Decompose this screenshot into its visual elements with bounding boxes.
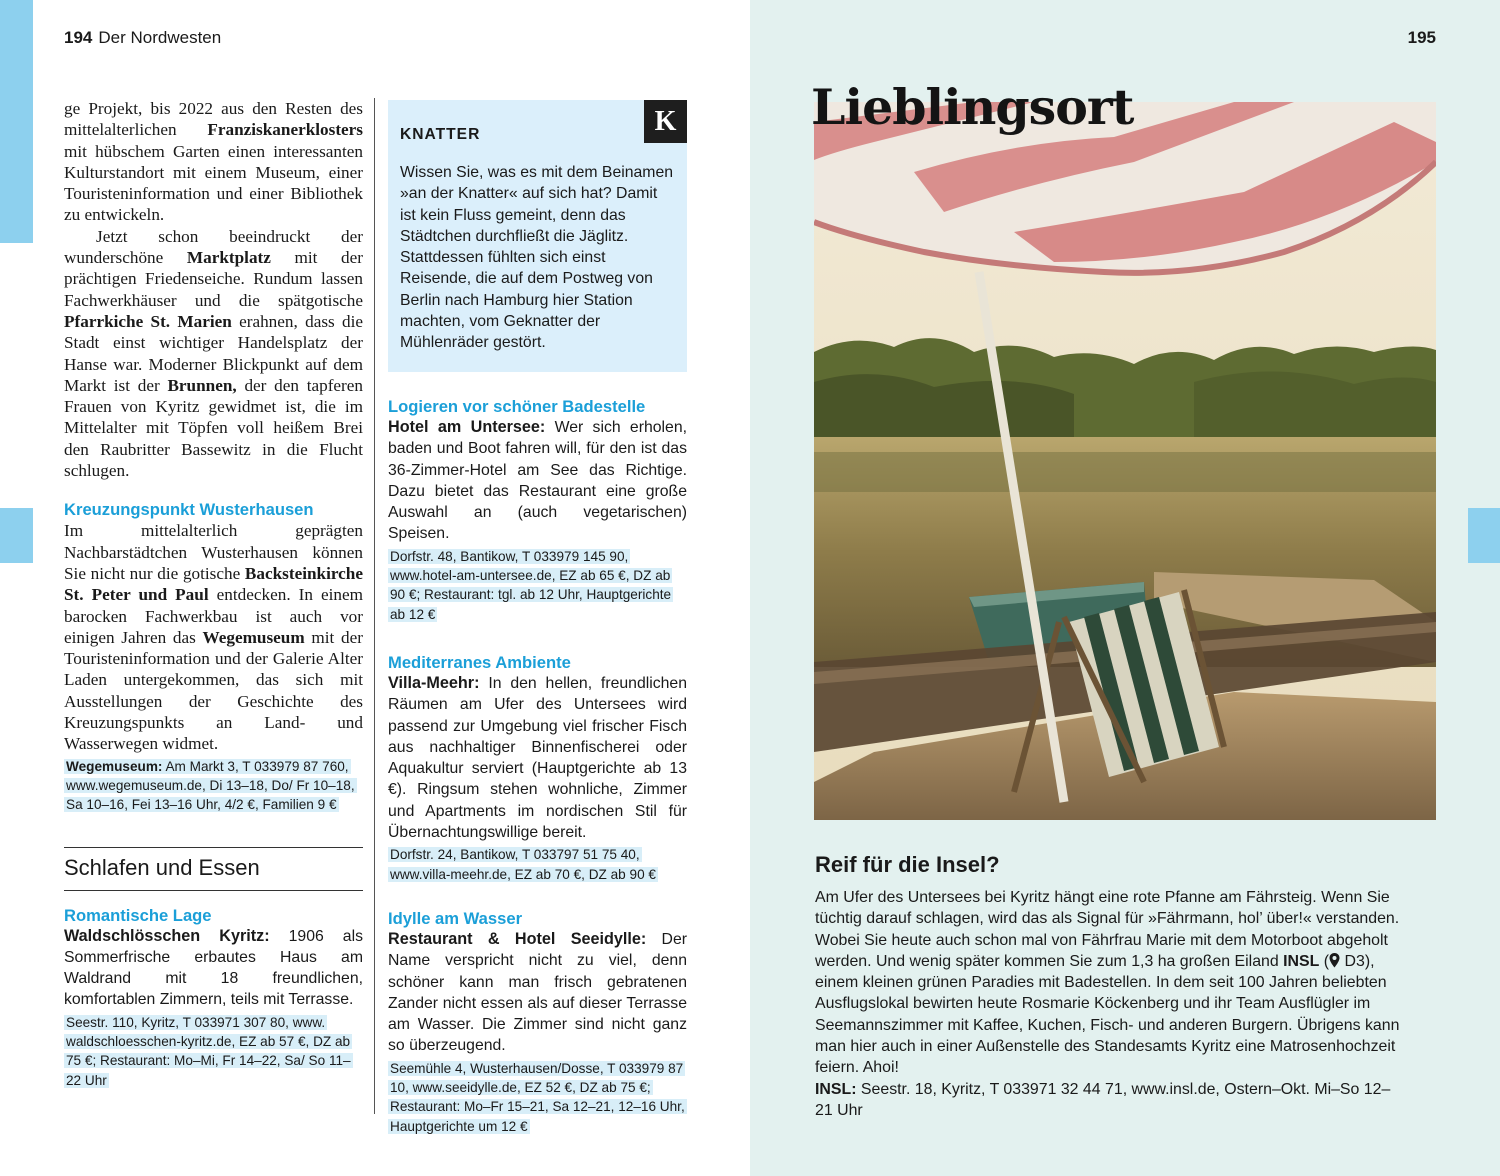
villa-meehr-info: Dorfstr. 24, Bantikow, T 033797 51 75 40, www.villa-meehr.de, EZ ab 70 €, DZ ab 90 € xyxy=(390,847,656,882)
heading-wusterhausen: Kreuzungspunkt Wusterhausen xyxy=(64,500,314,520)
knatter-box xyxy=(388,100,687,372)
column-1 xyxy=(64,98,363,1090)
insel-heading: Reif für die Insel? xyxy=(815,852,1000,877)
wegemuseum-info: Wegemuseum: Am Markt 3, T 033979 87 760, www.wegemuseum.de, Di 13–18, Do/ Fr 10–18, Sa 10–16, Fei 13–16 Uhr, 4/2 €, Familien 9 € xyxy=(66,758,355,813)
seeidylle-paragraph: Restaurant & Hotel Seeidylle: Der Name verspricht nicht zu viel, denn schöner kann man frisch gebratenen Zander nicht essen als auf dieser Terrasse am Wasser. Die Zimmer sind nicht ganz so überzeugend. xyxy=(388,929,687,1055)
marktplatz-paragraph: Jetzt schon beeindruckt der wunderschöne Marktplatz mit der prächtigen Friedenseiche. Rundum lassen Fachwerkhäuser und die spätgotische Pfarrkiche St. Marien erahnen, dass die Stadt einst wichtiger Handelsplatz der Hanse war. Moderner Blickpunkt auf dem Markt ist der Brunnen, der den tapferen Frauen von Kyritz gewidmet ist, die im Mittelalter mit Töpfen voll heißem Brei den Raubritter Bassewitz in die Flucht schlugen. xyxy=(64,226,363,481)
k-badge: K xyxy=(644,100,687,143)
page-number-right: 195 xyxy=(1407,28,1436,47)
section-title: Schlafen und Essen xyxy=(64,854,260,880)
lake-photo-illustration xyxy=(814,102,1436,820)
column-2 xyxy=(388,100,687,1136)
heading-mediterran: Mediterranes Ambiente xyxy=(388,652,571,672)
thumb-tab-right xyxy=(1468,508,1500,563)
insel-paragraph: Am Ufer des Untersees bei Kyritz hängt eine rote Pfanne am Fährsteig. Wenn Sie tüchtig darauf schlagen, wird das als Signal für »Fährmann, hol’ über!« verstanden. Wobei Sie heute auch schon mal von Fährfrau Marie mit dem Motorboot abgeholt werden. Und wenig später kommen Sie zum 1,3 ha großen Eiland INSL ( D3), einem kleinen grünen Paradies mit Badestellen. In dem seit 100 Jahren beliebten Ausflugslokal bewirten heute Rosmarie Köckenberg und ihr Team Ausflügler im Seemannszimmer mit Kaffee, Kuchen, Fisch- und anderen Burgern. Übrigens kann man hier auch in einer Außenstelle des Standesamts Kyritz eine Matrosenhochzeit feiern. Ahoi! INSL: Seestr. 18, Kyritz, T 033971 32 44 71, www.insl.de, Ostern–Okt. Mi–So 12–21 Uhr xyxy=(815,889,1400,1119)
villa-meehr-paragraph: Villa-Meehr: In den hellen, freundlichen Räumen am Ufer des Untersees wird passend zur Umgebung viel frischer Fisch aus nachhaltiger Binnenfischerei oder Aquakultur serviert (Hauptgerichte ab 13 €). Ringsum stehen wohnliche, Zimmer und Apartments im nordischen Stil für Übernachtungswillige bereit. xyxy=(388,673,687,842)
waldschloesschen-info: Seestr. 110, Kyritz, T 033971 307 80, www. waldschloesschen-kyritz.de, EZ ab 57 €, DZ ab 75 €; Restaurant: Mo–Mi, Fr 14–22, Sa/ So 11–22 Uhr xyxy=(66,1014,351,1088)
waldschloesschen-paragraph: Waldschlösschen Kyritz: 1906 als Sommerfrische erbautes Haus am Waldrand mit 18 freundlichen, komfortablen Zimmern, teils mit Terrasse. xyxy=(64,926,363,1009)
knatter-text: Wissen Sie, was es mit dem Beinamen »an der Knatter« auf sich hat? Damit ist kein Fluss gemeint, denn das Städtchen durchfließt die Jäglitz. Stattdessen fühlten sich einst Reisende, die auf dem Postweg von Berlin nach Hamburg hier Station machten, vom Geknatter der Mühlenräder gestört. xyxy=(400,164,674,352)
lake-photo xyxy=(814,102,1436,820)
seeidylle-info: Seemühle 4, Wusterhausen/Dosse, T 033979 87 10, www.seeidylle.de, EZ 52 €, DZ ab 75 €; Restaurant: Mo–Fr 15–21, Sa 12–21, 12–16 Uhr, Hauptgerichte um 12 € xyxy=(390,1060,685,1134)
page-number-left: 194 xyxy=(64,28,93,47)
column-divider xyxy=(374,98,375,1114)
page-header-left xyxy=(64,28,221,48)
thumb-tab-top xyxy=(0,0,33,243)
hotel-untersee-paragraph: Hotel am Untersee: Wer sich erholen, baden und Boot fahren will, für den ist das 36-Zimmer-Hotel am See das Richtige. Dazu bietet das Restaurant eine große Auswahl an (auch vegetarischen) Speisen. xyxy=(388,418,687,543)
lieblingsort-title: Lieblingsort xyxy=(811,78,1134,136)
knatter-title: KNATTER xyxy=(400,126,481,143)
map-pin-icon xyxy=(1329,953,1340,970)
section-name: Der Nordwesten xyxy=(98,28,222,47)
intro-paragraph: ge Projekt, bis 2022 aus den Resten des mittelalterlichen Franziskanerklosters mit hübschem Garten einen interessanten Kulturstandort mit einem Museum, einer Touristeninformation und einer Bibliothek zu entwickeln. xyxy=(64,99,363,225)
thumb-tab-left xyxy=(0,508,33,563)
hotel-untersee-info: Dorfstr. 48, Bantikow, T 033979 145 90, www.hotel-am-untersee.de, EZ ab 65 €, DZ ab 90 €; Restaurant: tgl. ab 12 Uhr, Hauptgerichte ab 12 € xyxy=(390,548,672,622)
heading-badestelle: Logieren vor schöner Badestelle xyxy=(388,397,646,416)
map-reference: D3 xyxy=(1344,952,1365,970)
heading-idylle: Idylle am Wasser xyxy=(388,908,523,928)
heading-romantische-lage: Romantische Lage xyxy=(64,905,212,925)
wusterhausen-paragraph: Im mittelalterlich geprägten Nachbarstädtchen Wusterhausen können Sie nicht nur die gotische Backsteinkirche St. Peter und Paul entdecken. In einem barocken Fachwerkbau ist auch vor einigen Jahren das Wegemuseum mit der Touristeninformation und der Galerie Alter Laden untergekommen, das sich mit Ausstellungen der Geschichte des Kreuzungspunkts an Land- und Wasserwegen widmet. xyxy=(64,521,364,754)
